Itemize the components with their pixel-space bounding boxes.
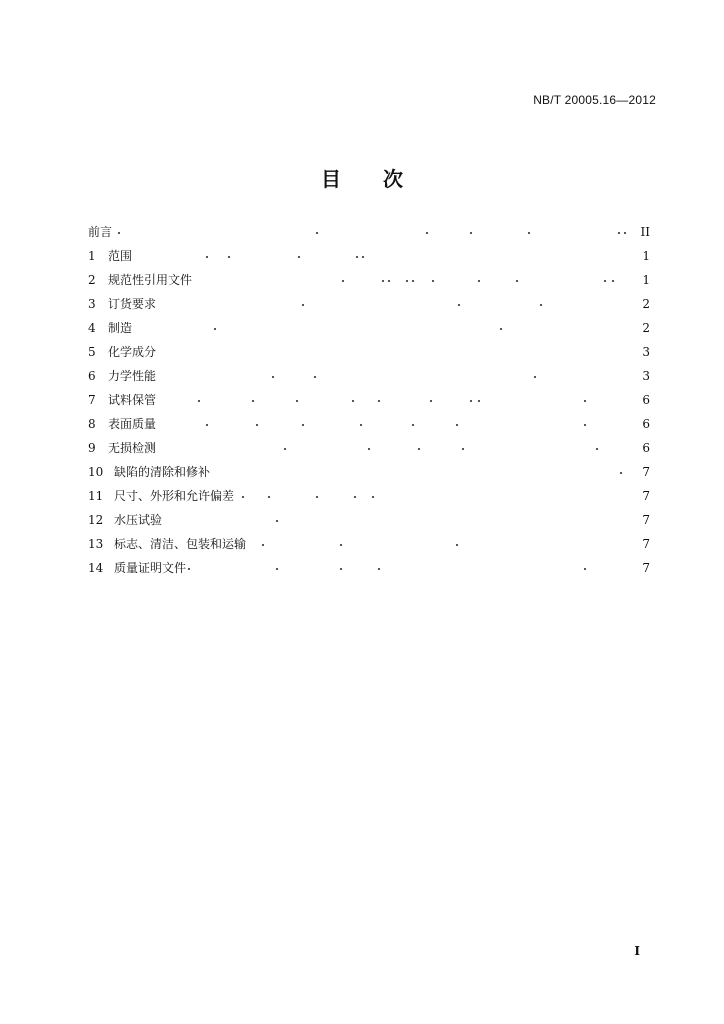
toc-entry-number: 9: [88, 441, 96, 455]
toc-entry-number: 12: [88, 513, 104, 527]
toc-entry-page: 7: [642, 537, 650, 551]
toc-entry[interactable]: [88, 292, 650, 316]
leader-dot: [406, 280, 408, 282]
leader-dot: [360, 424, 362, 426]
toc-entry[interactable]: [88, 532, 650, 556]
toc-entry-title: 前言: [88, 225, 113, 239]
leader-dot: [340, 568, 342, 570]
leader-dot: [228, 256, 230, 258]
leader-dot: [198, 400, 200, 402]
toc-entry-title: 订货要求: [108, 297, 157, 311]
toc-entry-title: 水压试验: [114, 513, 163, 527]
toc-entry[interactable]: [88, 556, 650, 580]
leader-dot: [470, 232, 472, 234]
leader-dot: [412, 280, 414, 282]
leader-dot: [462, 448, 464, 450]
leader-dot: [316, 496, 318, 498]
leader-dot: [478, 400, 480, 402]
toc-entry-number: 3: [88, 297, 96, 311]
leader-dot: [388, 280, 390, 282]
leader-dot: [276, 568, 278, 570]
leader-dot: [618, 232, 620, 234]
leader-dot: [262, 544, 264, 546]
leader-dot: [362, 256, 364, 258]
leader-dot: [214, 328, 216, 330]
toc-entry[interactable]: [88, 508, 650, 532]
leader-dot: [276, 520, 278, 522]
toc-entry-number: 11: [88, 489, 104, 503]
toc-title: [0, 163, 724, 192]
toc-entry-title: 化学成分: [108, 345, 157, 359]
toc-entry-page: 6: [642, 441, 650, 455]
toc-entry-page: 3: [642, 345, 650, 359]
table-of-contents: [88, 220, 650, 580]
leader-dot: [478, 280, 480, 282]
toc-entry[interactable]: [88, 436, 650, 460]
leader-dot: [368, 448, 370, 450]
toc-entry-number: 6: [88, 369, 96, 383]
toc-entry[interactable]: [88, 412, 650, 436]
leader-dot: [624, 232, 626, 234]
leader-dot: [256, 424, 258, 426]
toc-entry-page: 1: [642, 249, 650, 263]
toc-entry[interactable]: [88, 340, 650, 364]
leader-dot: [456, 424, 458, 426]
leader-dot: [540, 304, 542, 306]
leader-dot: [272, 376, 274, 378]
leader-dot: [528, 232, 530, 234]
leader-dot: [342, 280, 344, 282]
toc-entry-page: 6: [642, 393, 650, 407]
leader-dot: [284, 448, 286, 450]
toc-entry-page: 2: [642, 297, 650, 311]
leader-dot: [340, 544, 342, 546]
toc-title-part-2: 次: [383, 167, 403, 191]
leader-dot: [426, 232, 428, 234]
leader-dot: [356, 256, 358, 258]
toc-entry-number: 7: [88, 393, 96, 407]
leader-dot: [118, 232, 120, 234]
leader-dot: [188, 568, 190, 570]
leader-dot: [620, 472, 622, 474]
leader-dot: [206, 424, 208, 426]
toc-entry-page: 2: [642, 321, 650, 335]
toc-entry[interactable]: [88, 268, 650, 292]
leader-dot: [412, 424, 414, 426]
toc-entry-number: 1: [88, 249, 96, 263]
leader-dot: [354, 496, 356, 498]
toc-entry[interactable]: [88, 364, 650, 388]
leader-dot: [596, 448, 598, 450]
toc-entry-title: 尺寸、外形和允许偏差: [114, 489, 235, 503]
leader-dot: [296, 400, 298, 402]
toc-entry-number: 13: [88, 537, 104, 551]
toc-entry[interactable]: [88, 460, 650, 484]
leader-dot: [612, 280, 614, 282]
leader-dot: [378, 568, 380, 570]
leader-dot: [382, 280, 384, 282]
leader-dot: [534, 376, 536, 378]
page-number: I: [634, 944, 640, 958]
leader-dot: [500, 328, 502, 330]
toc-entry-title: 无损检测: [108, 441, 157, 455]
leader-dot: [352, 400, 354, 402]
toc-entry[interactable]: [88, 484, 650, 508]
leader-dot: [470, 400, 472, 402]
leader-dot: [242, 496, 244, 498]
leader-dot: [418, 448, 420, 450]
leader-dot: [298, 256, 300, 258]
leader-dot: [316, 232, 318, 234]
toc-entry-number: 14: [88, 561, 104, 575]
toc-entry-number: 2: [88, 273, 96, 287]
leader-dot: [584, 568, 586, 570]
leader-dot: [252, 400, 254, 402]
leader-dot: [268, 496, 270, 498]
leader-dot: [432, 280, 434, 282]
leader-dot: [206, 256, 208, 258]
toc-entry-number: 10: [88, 465, 104, 479]
toc-entry-title: 表面质量: [108, 417, 157, 431]
toc-entry[interactable]: [88, 244, 650, 268]
toc-entry-title: 试料保管: [108, 393, 157, 407]
toc-entry[interactable]: [88, 388, 650, 412]
toc-entry-page: 7: [642, 465, 650, 479]
leader-dot: [604, 280, 606, 282]
toc-entry-page: 6: [642, 417, 650, 431]
toc-entry-page: 7: [642, 561, 650, 575]
toc-entry-title: 制造: [108, 321, 133, 335]
leader-dot: [314, 376, 316, 378]
toc-entry-page: 3: [642, 369, 650, 383]
leader-dot: [302, 424, 304, 426]
leader-dot: [302, 304, 304, 306]
toc-entry-title: 标志、清洁、包装和运输: [114, 537, 247, 551]
leader-dot: [456, 544, 458, 546]
leader-dot: [458, 304, 460, 306]
toc-entry-title: 范围: [108, 249, 133, 263]
leader-dot: [372, 496, 374, 498]
toc-entry-number: 4: [88, 321, 96, 335]
toc-entry-page: 7: [642, 489, 650, 503]
toc-entry-title: 质量证明文件: [114, 561, 187, 575]
leader-dot: [430, 400, 432, 402]
toc-entry-number: 8: [88, 417, 96, 431]
leader-dot: [378, 400, 380, 402]
leader-dot: [584, 424, 586, 426]
toc-entry-title: 规范性引用文件: [108, 273, 193, 287]
toc-entry-page: 1: [642, 273, 650, 287]
toc-entry-page: II: [640, 225, 650, 239]
toc-entry-number: 5: [88, 345, 96, 359]
toc-entry-title: 缺陷的清除和修补: [114, 465, 211, 479]
leader-dot: [516, 280, 518, 282]
toc-entry[interactable]: [88, 316, 650, 340]
toc-entry[interactable]: [88, 220, 650, 244]
toc-entry-page: 7: [642, 513, 650, 527]
leader-dot: [584, 400, 586, 402]
toc-title-part-1: 目: [321, 167, 341, 191]
standard-code: NB/T 20005.16—2012: [533, 93, 656, 107]
toc-entry-title: 力学性能: [108, 369, 157, 383]
